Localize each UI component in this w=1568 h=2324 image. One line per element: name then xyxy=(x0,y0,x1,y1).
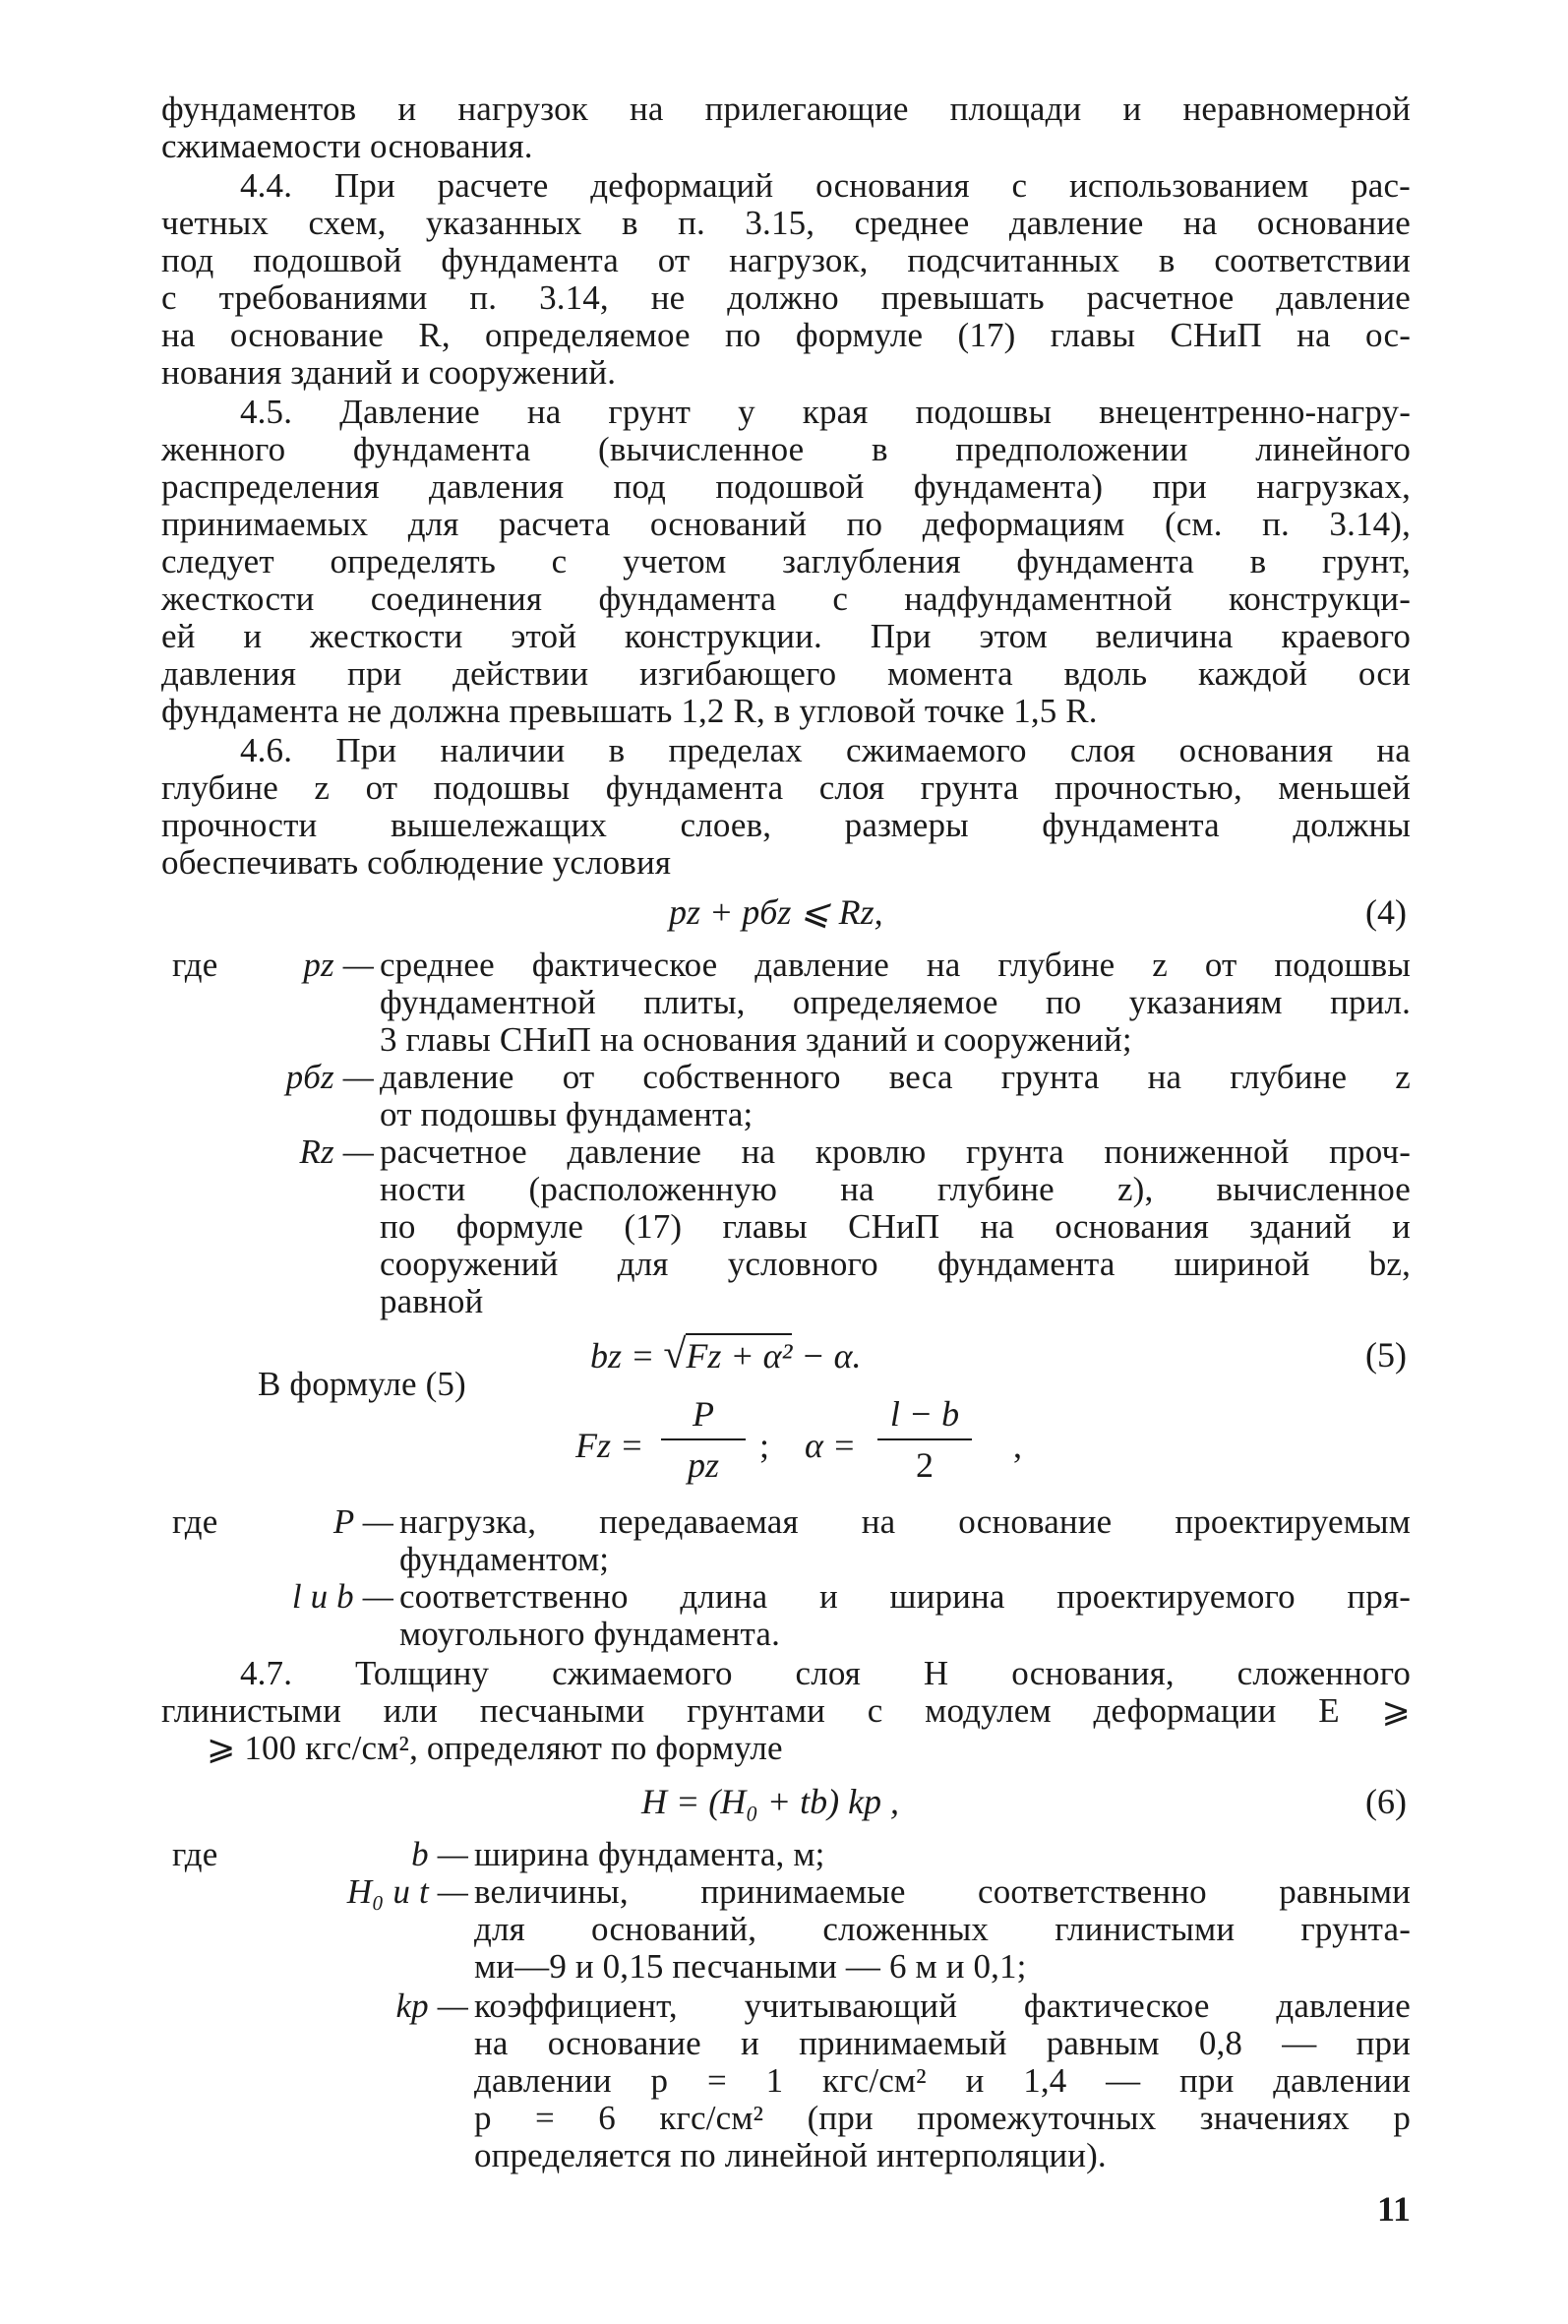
p44-line-6: нования зданий и сооружений. xyxy=(161,353,617,392)
alpha-numerator: l − b xyxy=(889,1394,960,1434)
alpha-lhs: α = xyxy=(805,1426,857,1465)
def-pz-line-2: фундаментной плиты, определяемое по указаниям прил. xyxy=(380,983,1411,1021)
formula-5-tail: − α. xyxy=(792,1336,862,1376)
where-label-3: где xyxy=(172,1835,218,1873)
p44-line-1: 4.4. При расчете деформаций основания с использованием рас- xyxy=(240,166,1411,205)
def-rz-line-4: сооружений для условного фундамента шириной bz, xyxy=(380,1245,1411,1283)
def-rz-line-3: по формуле (17) главы СНиП на основания зданий и xyxy=(380,1207,1411,1246)
def-h0t-symbol: H₀ и t — xyxy=(346,1872,468,1911)
page-number: 11 xyxy=(1376,2189,1411,2229)
p45-line-4: принимаемых для расчета оснований по деформациям (см. п. 3.14), xyxy=(161,505,1411,543)
p45-line-1: 4.5. Давление на грунт у края подошвы внецентренно-нагру- xyxy=(240,393,1411,431)
def-lb-line-1: соответственно длина и ширина проектируемого пря- xyxy=(399,1577,1411,1616)
intro-line-2: сжимаемости основания. xyxy=(161,127,533,165)
def-lb-line-2: моугольного фундамента. xyxy=(399,1615,780,1653)
alpha-fraction-bar xyxy=(877,1438,972,1440)
def-pz-line-3: 3 главы СНиП на основания зданий и сооружений; xyxy=(380,1020,1132,1059)
p47-line-1: 4.7. Толщину сжимаемого слоя H основания, сложенного xyxy=(240,1654,1411,1692)
def-pz-symbol: pz — xyxy=(303,946,374,984)
p44-line-3: под подошвой фундамента от нагрузок, подсчитанных в соответствии xyxy=(161,241,1411,279)
fz-numerator: P xyxy=(693,1394,714,1434)
where-label-1: где xyxy=(172,946,218,984)
p46-line-1: 4.6. При наличии в пределах сжимаемого слоя основания на xyxy=(240,731,1411,769)
def-b-symbol: b — xyxy=(411,1835,468,1873)
p45-line-9: фундамента не должна превышать 1,2 R, в угловой точке 1,5 R. xyxy=(161,692,1098,730)
alpha-denominator: 2 xyxy=(916,1445,934,1485)
p44-line-4: с требованиями п. 3.14, не должно превышать расчетное давление xyxy=(161,278,1411,317)
p46-line-4: обеспечивать соблюдение условия xyxy=(161,843,672,882)
p44-line-5: на основание R, определяемое по формуле (17) главы СНиП на ос- xyxy=(161,316,1411,354)
p46-line-2: глубине z от подошвы фундамента слоя грунта прочностью, меньшей xyxy=(161,768,1411,807)
def-pz-line-1: среднее фактическое давление на глубине z от подошвы xyxy=(380,946,1411,984)
formula-5b-end: , xyxy=(1013,1426,1022,1465)
p45-line-2: женного фундамента (вычисленное в предположении линейного xyxy=(161,430,1411,468)
def-rz-line-1: расчетное давление на кровлю грунта пониженной проч- xyxy=(380,1132,1411,1171)
def-lb-symbol: l и b — xyxy=(291,1577,393,1616)
p44-line-2: четных схем, указанных в п. 3.15, среднее давление на основание xyxy=(161,204,1411,242)
p45-line-7: ей и жесткости этой конструкции. При этом величина краевого xyxy=(161,617,1411,655)
where-label-2: где xyxy=(172,1502,218,1541)
formula-4: pz + pбz ⩽ Rz, xyxy=(669,892,883,932)
def-h0t-line-1: величины, принимаемые соответственно равными xyxy=(474,1872,1411,1911)
formula-5-number: (5) xyxy=(1365,1335,1407,1375)
def-kp-symbol: kp — xyxy=(395,1987,468,2025)
def-kp-line-2: на основание и принимаемый равным 0,8 — при xyxy=(474,2024,1411,2062)
p47-line-2: глинистыми или песчаными грунтами с модулем деформации E ⩾ xyxy=(161,1691,1411,1730)
def-rz-line-5: равной xyxy=(380,1282,484,1320)
p45-line-3: распределения давления под подошвой фундамента) при нагрузках, xyxy=(161,467,1411,506)
def-rz-symbol: Rz — xyxy=(299,1132,374,1171)
def-h0t-line-2: для оснований, сложенных глинистыми грунта- xyxy=(474,1910,1411,1948)
fz-fraction-bar xyxy=(661,1438,746,1440)
radical-sign: √ xyxy=(663,1332,687,1377)
formula-4-number: (4) xyxy=(1365,892,1407,932)
def-p-line-1: нагрузка, передаваемая на основание проектируемым xyxy=(399,1502,1411,1541)
intro-line-1: фундаментов и нагрузок на прилегающие площади и неравномерной xyxy=(161,90,1411,128)
def-kp-line-3: давлении p = 1 кгс/см² и 1,4 — при давлении xyxy=(474,2061,1411,2100)
formula-5-lhs: bz = xyxy=(590,1336,664,1376)
def-rz-line-2: ности (расположенную на глубине z), вычисленное xyxy=(380,1170,1411,1208)
fz-lhs: Fz = xyxy=(575,1426,644,1465)
def-kp-line-5: определяется по линейной интерполяции). xyxy=(474,2136,1107,2174)
def-b-line-1: ширина фундамента, м; xyxy=(474,1835,825,1873)
def-pbz-line-1: давление от собственного веса грунта на глубине z xyxy=(380,1058,1411,1096)
def-pbz-symbol: pбz — xyxy=(285,1058,374,1096)
p46-line-3: прочности вышележащих слоев, размеры фундамента должны xyxy=(161,806,1411,844)
formula-5-radicand: Fz + α² xyxy=(686,1333,792,1376)
def-p-line-2: фундаментом; xyxy=(399,1540,610,1578)
def-h0t-line-3: ми—9 и 0,15 песчаными — 6 м и 0,1; xyxy=(474,1947,1027,1986)
def-kp-line-1: коэффициент, учитывающий фактическое давление xyxy=(474,1987,1411,2025)
in-formula-5-label: В формуле (5) xyxy=(258,1365,466,1403)
def-pbz-line-2: от подошвы фундамента; xyxy=(380,1095,754,1133)
def-kp-line-4: p = 6 кгс/см² (при промежуточных значениях p xyxy=(474,2099,1411,2137)
formula-5 xyxy=(590,1332,862,1377)
p45-line-6: жесткости соединения фундамента с надфундаментной конструкци- xyxy=(161,580,1411,618)
formula-6: H = (H₀ + tb) kp , xyxy=(641,1782,900,1821)
p47-line-3: ⩾ 100 кгс/см², определяют по формуле xyxy=(207,1729,783,1767)
fz-denominator: pz xyxy=(687,1445,719,1485)
formula-5b-separator: ; xyxy=(759,1426,770,1465)
formula-6-number: (6) xyxy=(1365,1782,1407,1821)
def-p-symbol: P — xyxy=(332,1502,393,1541)
p45-line-5: следует определять с учетом заглубления фундамента в грунт, xyxy=(161,542,1411,581)
p45-line-8: давления при действии изгибающего момента вдоль каждой оси xyxy=(161,654,1411,693)
